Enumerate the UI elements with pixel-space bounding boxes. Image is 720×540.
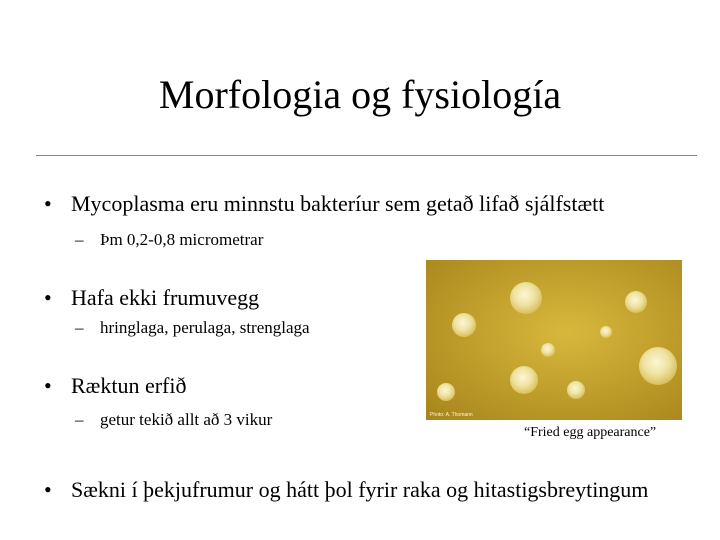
colony — [510, 282, 542, 314]
colony — [541, 343, 555, 357]
bullet-marker: • — [44, 373, 52, 398]
colony — [452, 313, 476, 337]
bullet-2-text: Hafa ekki frumuvegg — [71, 285, 260, 310]
bullet-3-text: Ræktun erfið — [71, 373, 187, 398]
sub-bullet-1-text: Þm 0,2-0,8 micrometrar — [100, 230, 264, 249]
sub-bullet-2-text: hringlaga, perulaga, strenglaga — [100, 318, 310, 337]
bullet-marker: • — [44, 477, 52, 502]
image-caption: “Fried egg appearance” — [524, 425, 657, 440]
bullet-marker: • — [44, 285, 52, 310]
bullet-marker: • — [44, 191, 52, 216]
dash-marker: – — [75, 318, 84, 337]
bullet-4-text: Sækni í þekjufrumur og hátt þol fyrir raka og hitastigsbreytingum — [71, 477, 649, 502]
colony — [625, 291, 647, 313]
dash-marker: – — [75, 230, 84, 249]
photo-credit: Photo: A. Thomann — [430, 412, 473, 418]
bullet-3 — [44, 373, 187, 399]
sub-bullet-1 — [75, 230, 263, 250]
dash-marker: – — [75, 410, 84, 429]
sub-bullet-3 — [75, 410, 272, 430]
agar-background — [426, 260, 682, 420]
bullet-2 — [44, 285, 259, 311]
bullet-1 — [44, 191, 604, 217]
colonies-illustration — [426, 260, 682, 420]
slide-title: Morfologia og fysiología — [158, 72, 562, 117]
bullet-4 — [44, 477, 648, 503]
sub-bullet-2 — [75, 318, 310, 338]
title-divider — [36, 155, 697, 156]
colony — [600, 326, 612, 338]
colony — [567, 381, 585, 399]
colony — [639, 347, 677, 385]
colony — [437, 383, 455, 401]
colony — [510, 366, 538, 394]
bullet-1-text: Mycoplasma eru minnstu bakteríur sem getað lifað sjálfstætt — [71, 191, 605, 216]
sub-bullet-3-text: getur tekið allt að 3 vikur — [100, 410, 273, 429]
fried-egg-colonies-photo — [426, 260, 682, 420]
